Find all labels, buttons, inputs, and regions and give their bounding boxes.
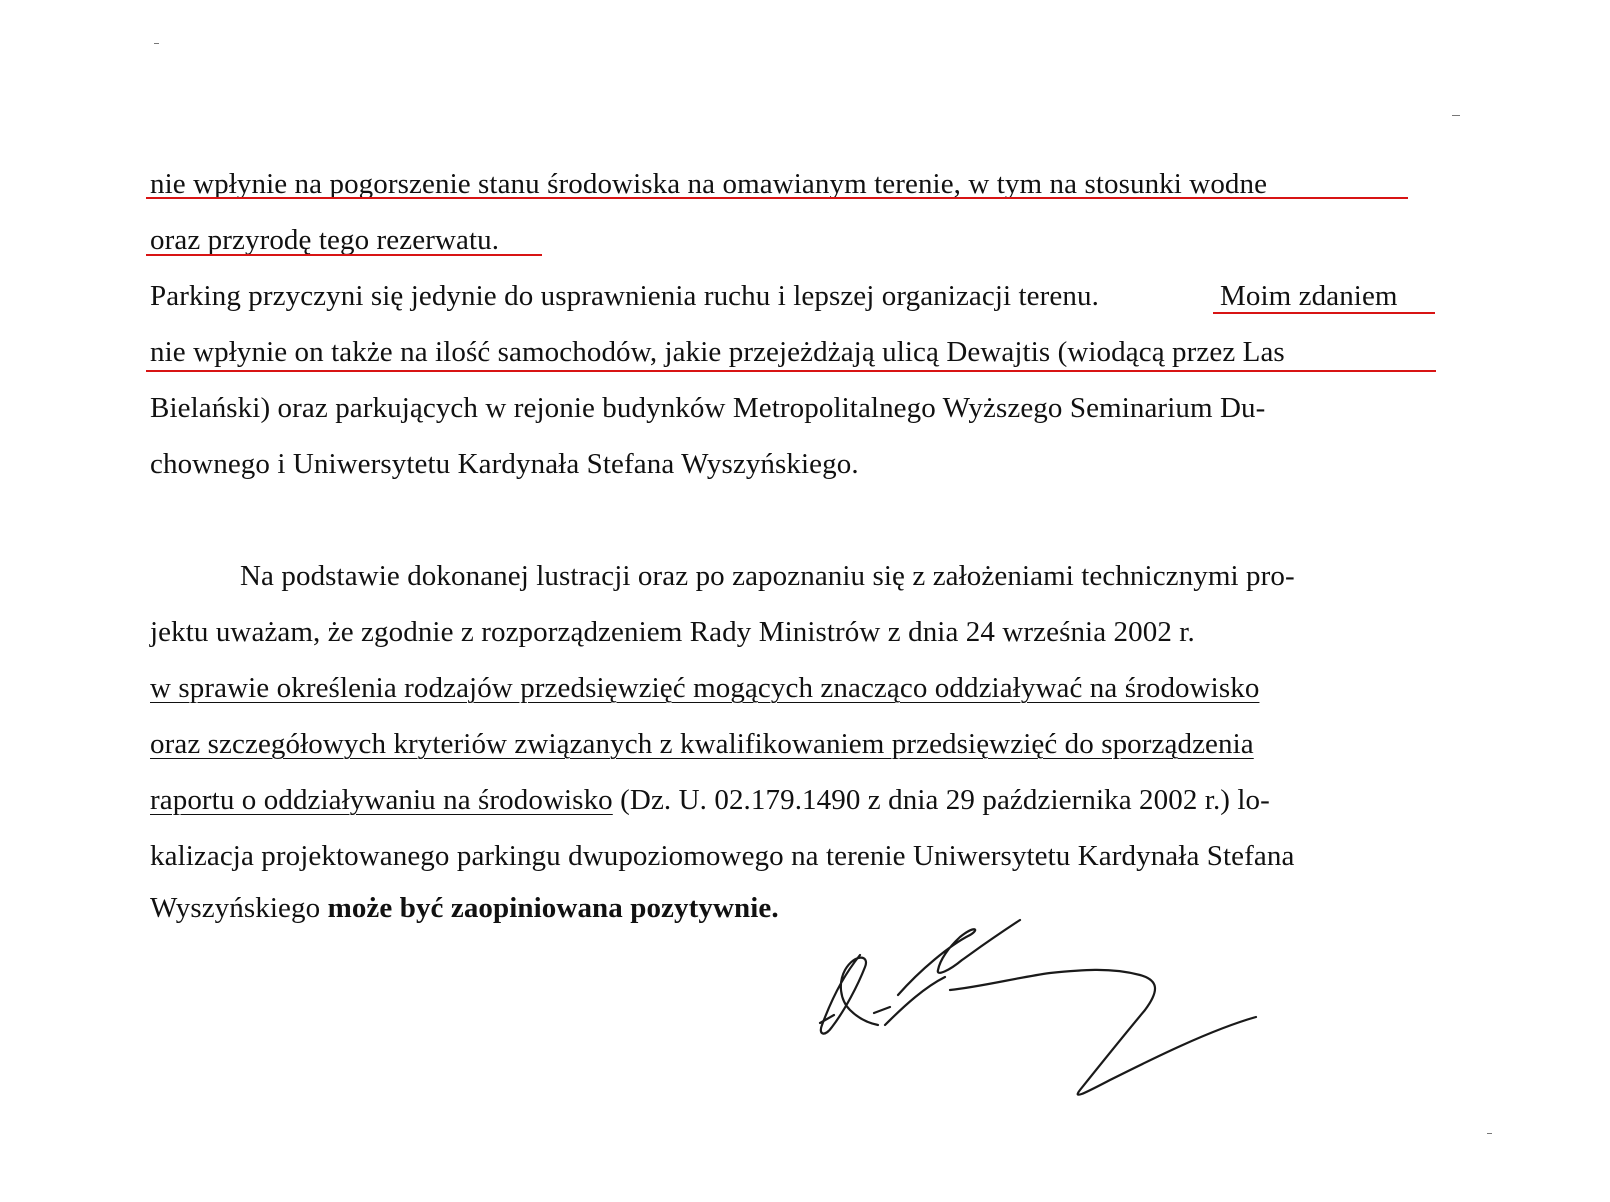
red-underline-2 <box>146 254 542 256</box>
text-line-3 <box>150 278 1430 314</box>
text-segment-conclusion: może być zaopiniowana pozytywnie. <box>327 892 779 924</box>
scan-speck <box>1487 1133 1492 1134</box>
text-segment-raportu: raportu o oddziaływaniu na środowisko <box>150 784 613 816</box>
text-segment-dz-u: (Dz. U. 02.179.1490 z dnia 29 października 2002 r.) lo- <box>620 784 1270 816</box>
red-underline-3 <box>1213 312 1435 314</box>
scan-speck <box>154 43 159 44</box>
text-line-10: oraz szczegółowych kryteriów związanych z kwalifikowaniem przedsięwzięć do sporządzenia <box>150 728 1254 760</box>
text-line-9: w sprawie określenia rodzajów przedsięwzięć mogących znacząco oddziaływać na środowisko <box>150 672 1260 704</box>
red-underline-4 <box>146 370 1436 372</box>
text-line-5: Bielański) oraz parkujących w rejonie budynków Metropolitalnego Wyższego Seminarium Du- <box>150 392 1266 424</box>
text-segment-wyszynskiego: Wyszyńskiego <box>150 892 321 924</box>
handwritten-signature <box>810 915 1280 1115</box>
text-line-4: nie wpłynie on także na ilość samochodów, jakie przejeżdżają ulicą Dewajtis (wiodącą przez Las <box>150 336 1285 368</box>
text-segment-parking: Parking przyczyni się jedynie do usprawnienia ruchu i lepszej organizacji terenu. <box>150 280 1099 312</box>
red-underline-1 <box>146 197 1408 199</box>
text-line-13 <box>150 890 779 926</box>
text-line-2: oraz przyrodę tego rezerwatu. <box>150 224 500 256</box>
text-line-7: Na podstawie dokonanej lustracji oraz po zapoznaniu się z założeniami technicznymi pro- <box>240 560 1295 592</box>
scan-speck <box>1452 115 1460 116</box>
text-line-11 <box>150 782 1270 818</box>
text-line-12: kalizacja projektowanego parkingu dwupoziomowego na terenie Uniwersytetu Kardynała Stefana <box>150 840 1295 872</box>
text-line-1: nie wpłynie na pogorszenie stanu środowiska na omawianym terenie, w tym na stosunki wodne <box>150 168 1268 200</box>
text-line-8: jektu uważam, że zgodnie z rozporządzeniem Rady Ministrów z dnia 24 września 2002 r. <box>150 616 1195 648</box>
text-line-6: chownego i Uniwersytetu Kardynała Stefana Wyszyńskiego. <box>150 448 859 480</box>
text-segment-moim-zdaniem: Moim zdaniem <box>1220 280 1398 312</box>
